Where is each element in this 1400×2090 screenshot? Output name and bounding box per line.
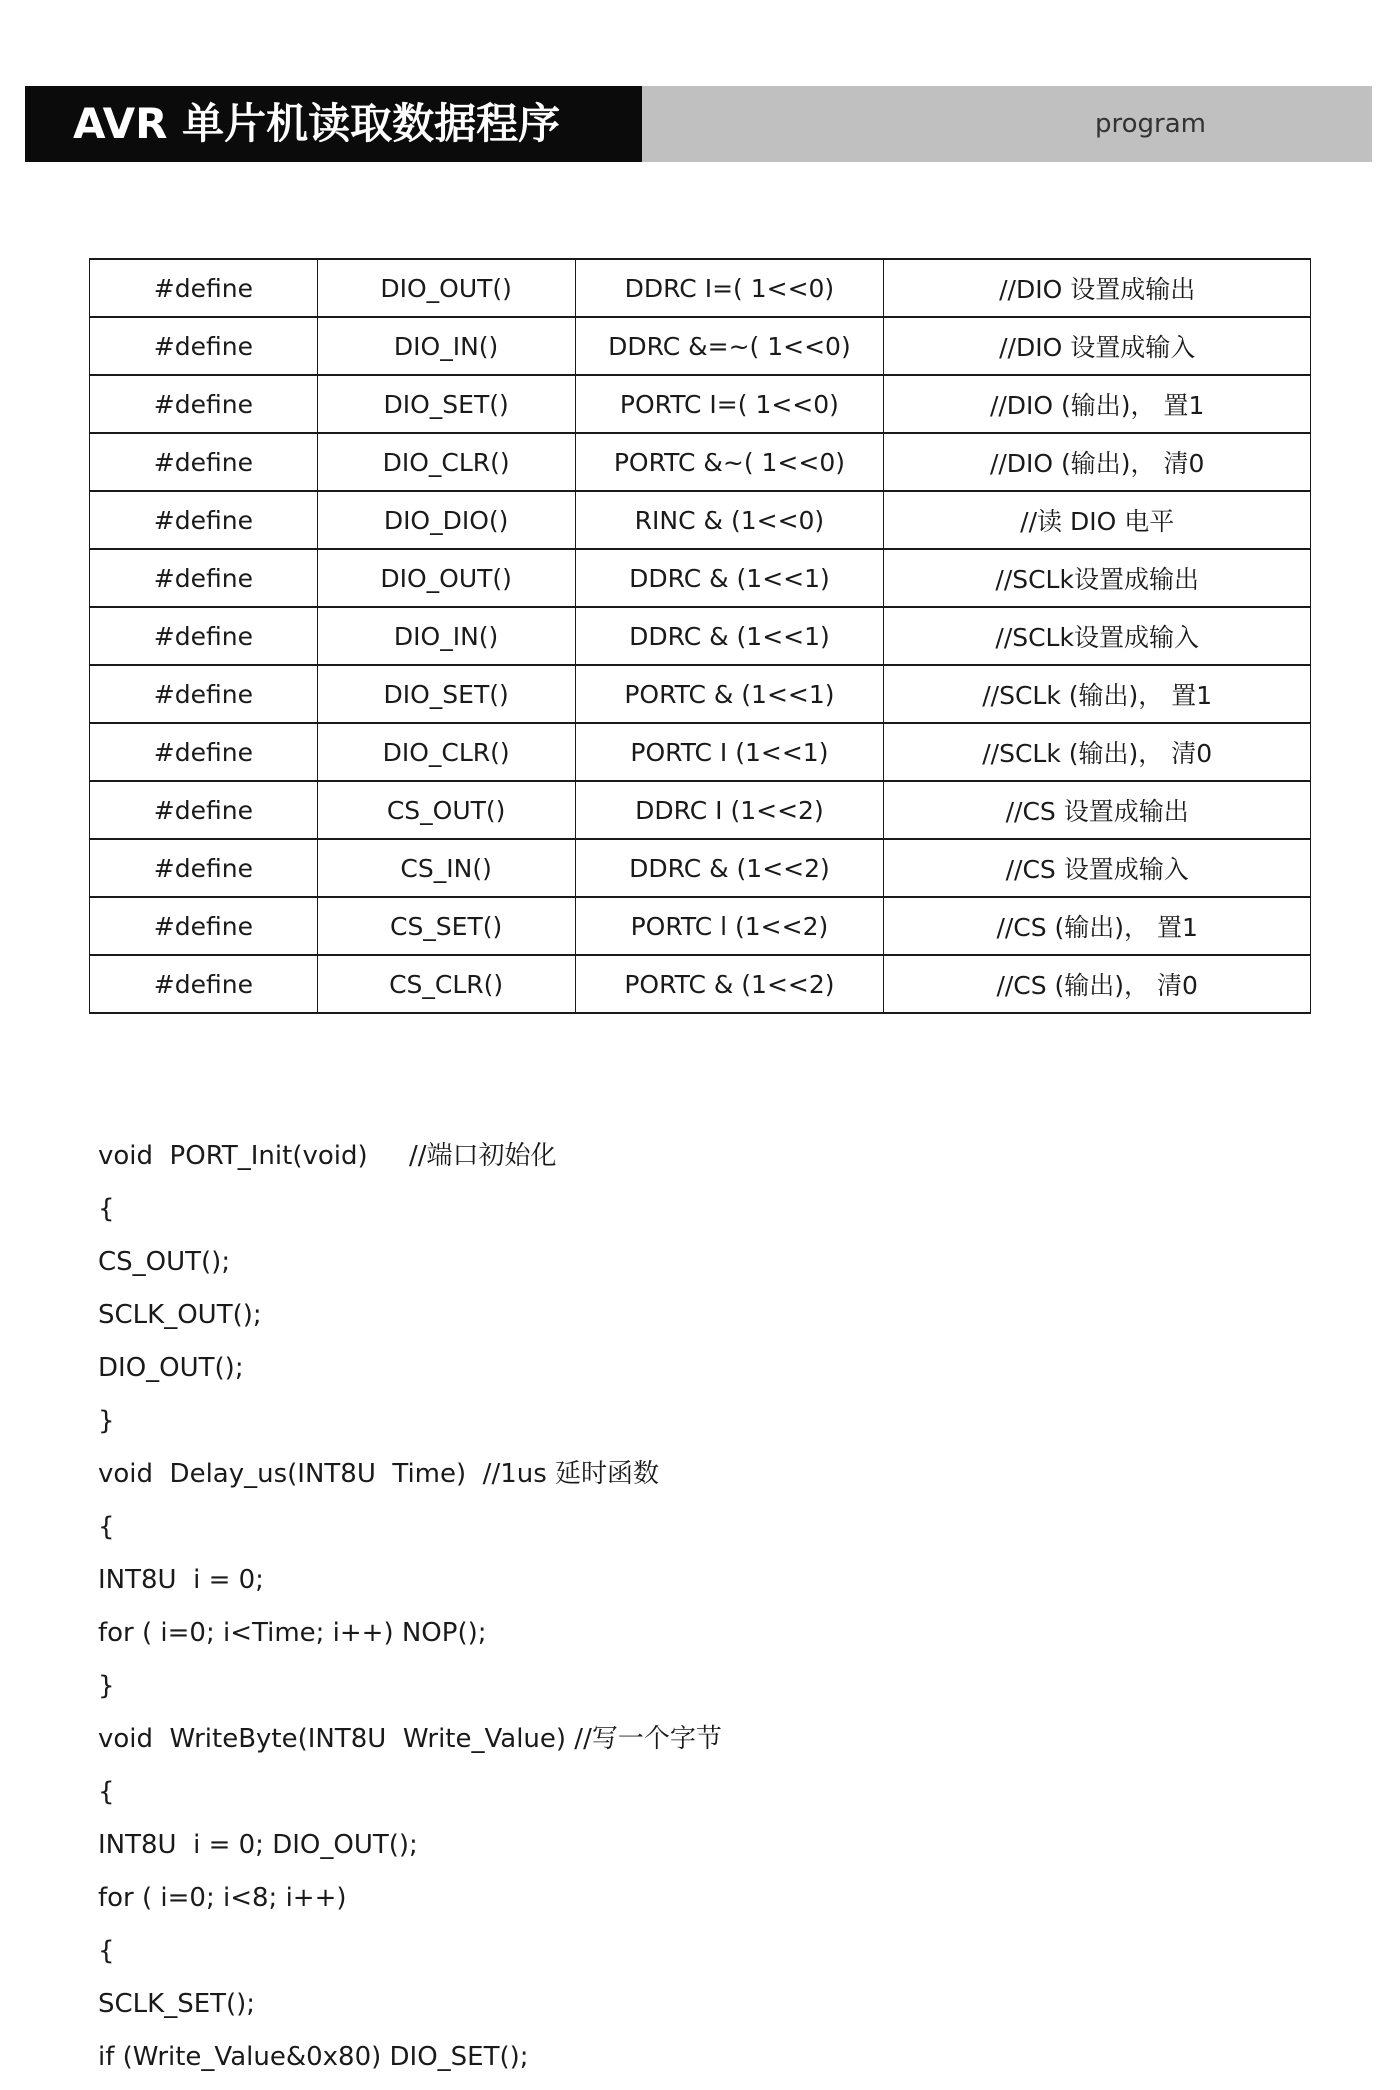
directive-cell: #define xyxy=(90,839,318,897)
macro-body-cell: DDRC &=~( 1<<0) xyxy=(575,317,884,375)
macro-body-cell: PORTC & (1<<2) xyxy=(575,955,884,1013)
comment-cell: //SCLk (输出)， 清0 xyxy=(884,723,1311,781)
macro-name-cell: CS_CLR() xyxy=(317,955,575,1013)
macro-name-cell: DIO_CLR() xyxy=(317,723,575,781)
directive-cell: #define xyxy=(90,607,318,665)
macro-body-cell: PORTC &~( 1<<0) xyxy=(575,433,884,491)
code-line: CS_OUT(); xyxy=(98,1247,231,1277)
code-line: { xyxy=(98,1777,115,1807)
directive-cell: #define xyxy=(90,259,318,317)
code-line: INT8U i = 0; xyxy=(98,1565,264,1595)
code-line: for ( i=0; i<8; i++) xyxy=(98,1883,347,1913)
header-title-block xyxy=(25,86,642,162)
directive-cell: #define xyxy=(90,491,318,549)
comment-cell: //CS (输出)， 清0 xyxy=(884,955,1311,1013)
macro-body-cell: RINC & (1<<0) xyxy=(575,491,884,549)
code-line: void WriteByte(INT8U Write_Value) //写一个字节 xyxy=(98,1724,722,1754)
comment-cell: //CS 设置成输入 xyxy=(884,839,1311,897)
code-line: SCLK_OUT(); xyxy=(98,1300,262,1330)
table-row xyxy=(90,259,1311,317)
comment-cell: //DIO 设置成输入 xyxy=(884,317,1311,375)
define-table xyxy=(89,258,1311,1014)
code-line: void PORT_Init(void) //端口初始化 xyxy=(98,1141,557,1171)
comment-cell: //CS (输出)， 置1 xyxy=(884,897,1311,955)
comment-cell: //DIO 设置成输出 xyxy=(884,259,1311,317)
table-row xyxy=(90,607,1311,665)
macro-body-cell: PORTC l (1<<2) xyxy=(575,897,884,955)
comment-cell: //SCLk (输出)， 置1 xyxy=(884,665,1311,723)
macro-name-cell: CS_OUT() xyxy=(317,781,575,839)
macro-name-cell: DIO_OUT() xyxy=(317,549,575,607)
directive-cell: #define xyxy=(90,317,318,375)
macro-body-cell: DDRC I (1<<2) xyxy=(575,781,884,839)
code-line: void Delay_us(INT8U Time) //1us 延时函数 xyxy=(98,1459,660,1489)
header-tag: program xyxy=(1095,109,1206,139)
macro-name-cell: DIO_SET() xyxy=(317,665,575,723)
directive-cell: #define xyxy=(90,375,318,433)
define-table-body xyxy=(90,259,1311,1013)
macro-body-cell: DDRC & (1<<1) xyxy=(575,549,884,607)
directive-cell: #define xyxy=(90,433,318,491)
code-line: } xyxy=(98,1671,115,1701)
macro-body-cell: PORTC & (1<<1) xyxy=(575,665,884,723)
macro-name-cell: DIO_CLR() xyxy=(317,433,575,491)
macro-name-cell: CS_SET() xyxy=(317,897,575,955)
macro-body-cell: PORTC I=( 1<<0) xyxy=(575,375,884,433)
comment-cell: //SCLk设置成输入 xyxy=(884,607,1311,665)
code-line: for ( i=0; i<Time; i++) NOP(); xyxy=(98,1618,487,1648)
code-line: if (Write_Value&0x80) DIO_SET(); xyxy=(98,2042,529,2072)
table-row xyxy=(90,549,1311,607)
header-banner xyxy=(25,86,1372,162)
comment-cell: //SCLk设置成输出 xyxy=(884,549,1311,607)
code-line: INT8U i = 0; DIO_OUT(); xyxy=(98,1830,418,1860)
directive-cell: #define xyxy=(90,665,318,723)
table-row xyxy=(90,723,1311,781)
comment-cell: //读 DIO 电平 xyxy=(884,491,1311,549)
comment-cell: //DIO (输出)， 清0 xyxy=(884,433,1311,491)
macro-body-cell: DDRC & (1<<2) xyxy=(575,839,884,897)
macro-body-cell: DDRC I=( 1<<0) xyxy=(575,259,884,317)
code-line: } xyxy=(98,1406,115,1436)
code-block xyxy=(98,1130,722,2084)
directive-cell: #define xyxy=(90,955,318,1013)
directive-cell: #define xyxy=(90,781,318,839)
directive-cell: #define xyxy=(90,723,318,781)
macro-body-cell: PORTC I (1<<1) xyxy=(575,723,884,781)
directive-cell: #define xyxy=(90,897,318,955)
comment-cell: //DIO (输出)， 置1 xyxy=(884,375,1311,433)
table-row xyxy=(90,375,1311,433)
macro-name-cell: DIO_DIO() xyxy=(317,491,575,549)
macro-name-cell: DIO_IN() xyxy=(317,317,575,375)
code-line: DIO_OUT(); xyxy=(98,1353,244,1383)
table-row xyxy=(90,839,1311,897)
code-line: SCLK_SET(); xyxy=(98,1989,256,2019)
macro-name-cell: DIO_IN() xyxy=(317,607,575,665)
directive-cell: #define xyxy=(90,549,318,607)
code-line: { xyxy=(98,1512,115,1542)
table-row xyxy=(90,317,1311,375)
macro-name-cell: CS_IN() xyxy=(317,839,575,897)
code-line: { xyxy=(98,1936,115,1966)
comment-cell: //CS 设置成输出 xyxy=(884,781,1311,839)
macro-name-cell: DIO_OUT() xyxy=(317,259,575,317)
code-line: { xyxy=(98,1194,115,1224)
table-row xyxy=(90,433,1311,491)
page-title: AVR 单片机读取数据程序 xyxy=(73,99,561,148)
table-row xyxy=(90,491,1311,549)
table-row xyxy=(90,665,1311,723)
table-row xyxy=(90,955,1311,1013)
table-row xyxy=(90,897,1311,955)
table-row xyxy=(90,781,1311,839)
macro-body-cell: DDRC & (1<<1) xyxy=(575,607,884,665)
macro-name-cell: DIO_SET() xyxy=(317,375,575,433)
